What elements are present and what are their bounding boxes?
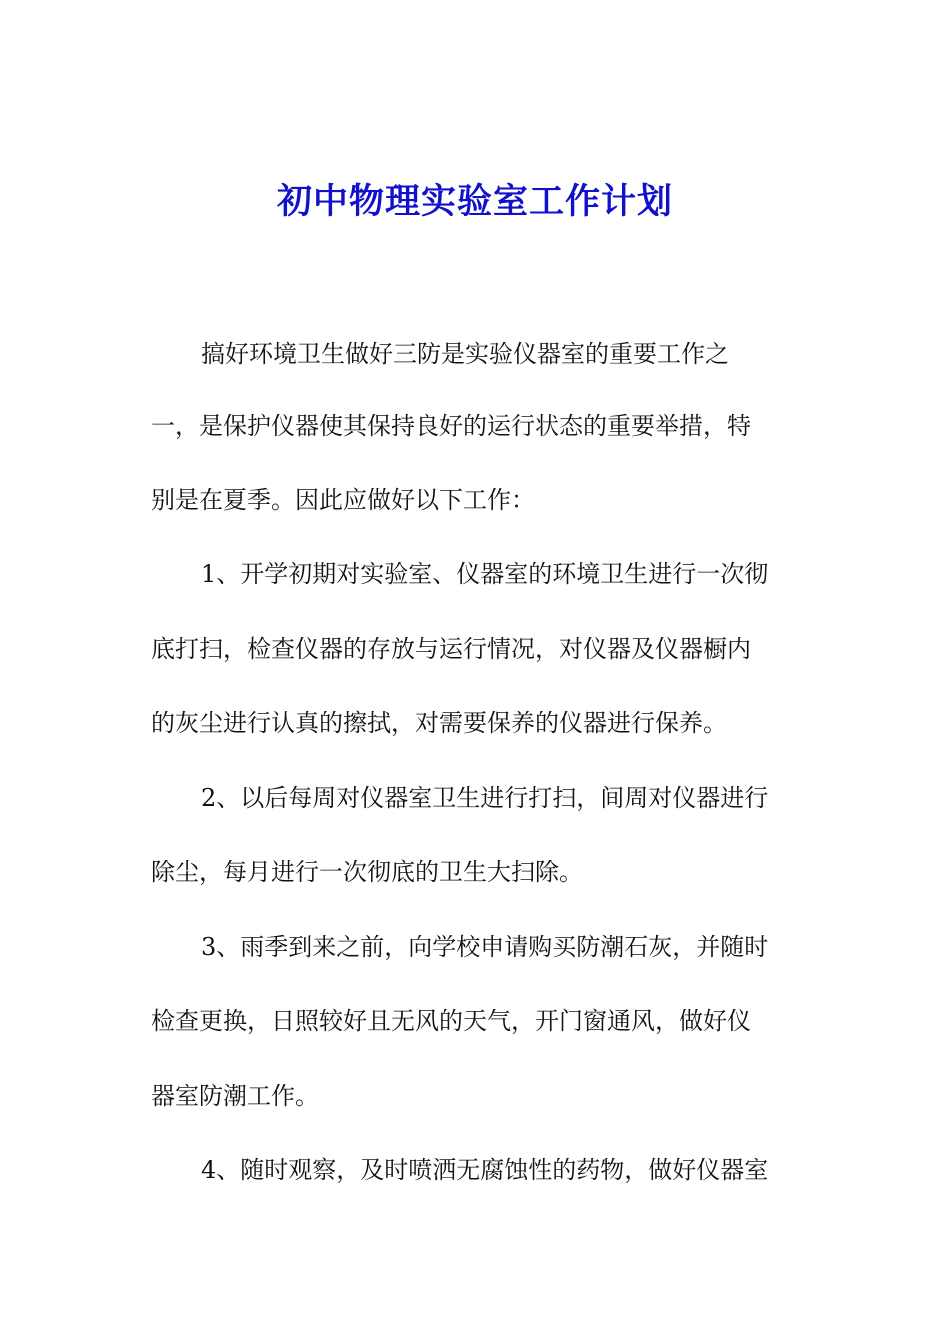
paragraph-line: 别是在夏季。因此应做好以下工作： (151, 486, 535, 514)
paragraph-line: 检查更换，日照较好且无风的天气，开门窗通风，做好仪 (151, 1007, 751, 1035)
document-title: 初中物理实验室工作计划 (276, 181, 673, 222)
paragraph-line: 除尘，每月进行一次彻底的卫生大扫除。 (151, 858, 583, 886)
paragraph-line: 2、以后每周对仪器室卫生进行打扫，间周对仪器进行 (201, 784, 769, 812)
paragraph-line: 搞好环境卫生做好三防是实验仪器室的重要工作之 (201, 340, 729, 368)
paragraph-line: 底打扫，检查仪器的存放与运行情况，对仪器及仪器橱内 (151, 635, 751, 663)
paragraph-line: 器室防潮工作。 (151, 1082, 319, 1110)
paragraph-line: 的灰尘进行认真的擦拭，对需要保养的仪器进行保养。 (151, 709, 727, 737)
paragraph-line: 3、雨季到来之前，向学校申请购买防潮石灰，并随时 (201, 933, 769, 961)
paragraph-line: 4、随时观察，及时喷洒无腐蚀性的药物，做好仪器室 (201, 1156, 769, 1184)
paragraph-line: 1、开学初期对实验室、仪器室的环境卫生进行一次彻 (201, 560, 769, 588)
paragraph-line: 一，是保护仪器使其保持良好的运行状态的重要举措，特 (151, 412, 751, 440)
